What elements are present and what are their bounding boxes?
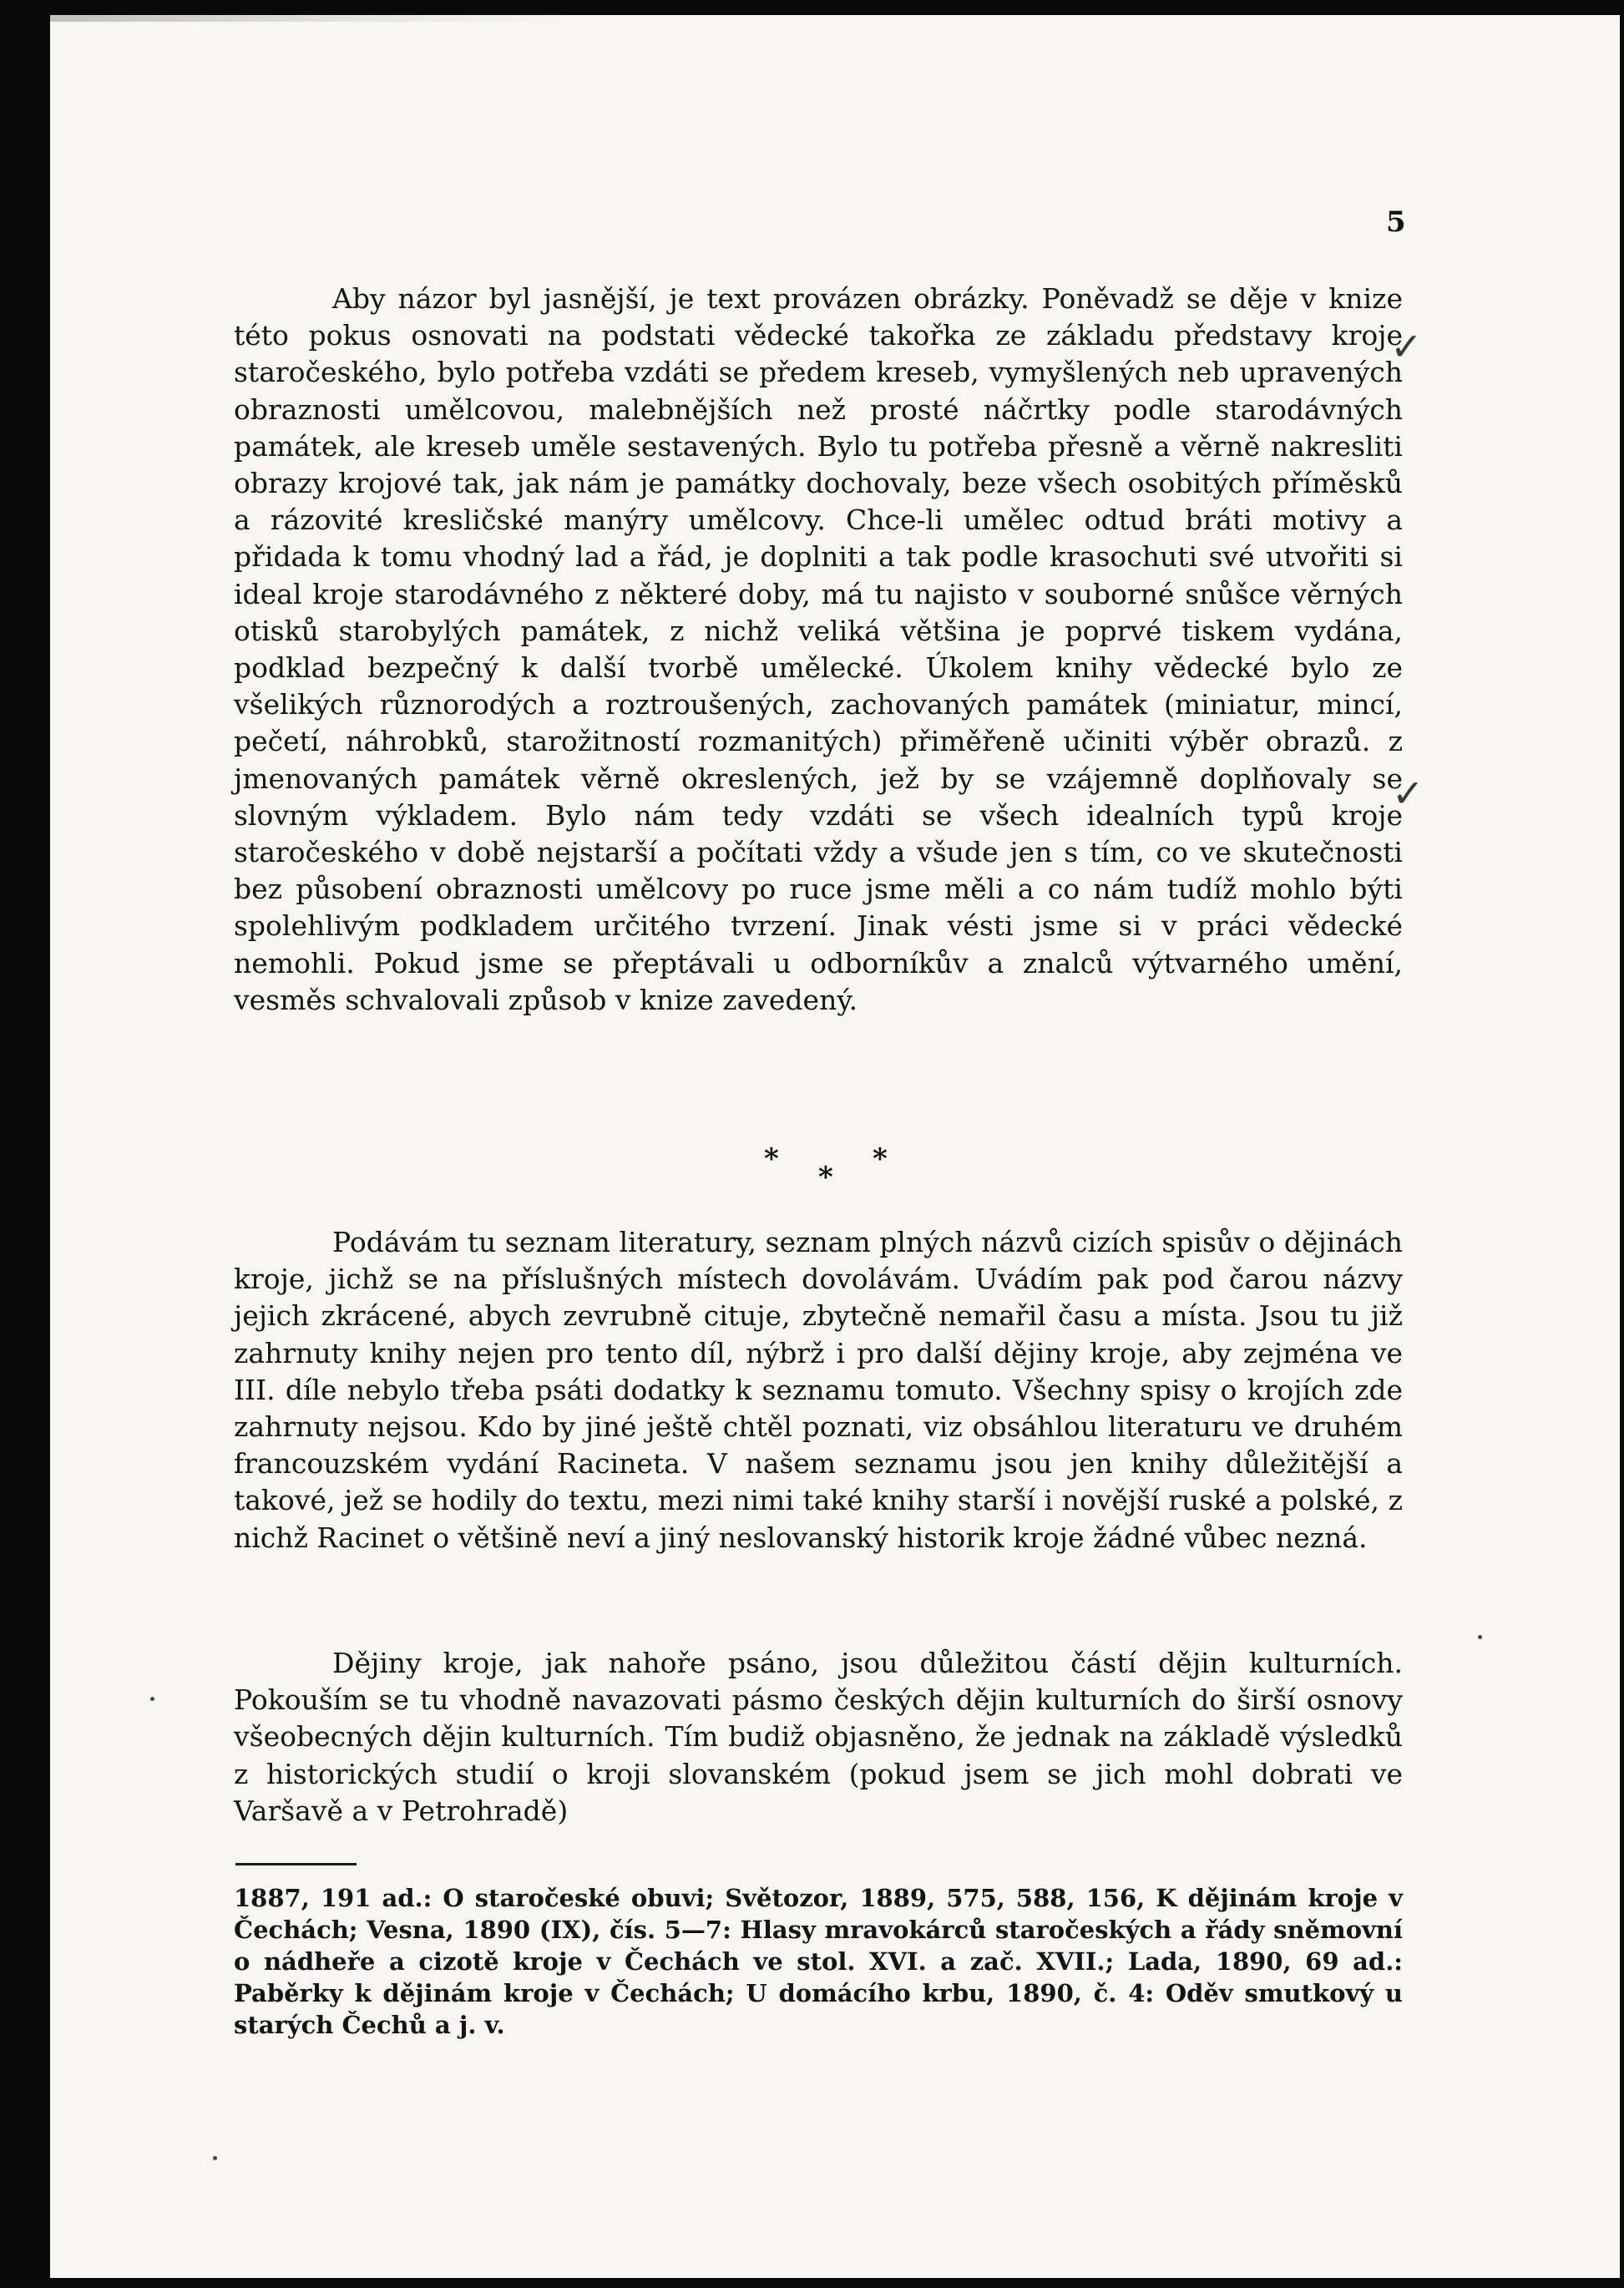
scan-speck (213, 2156, 217, 2160)
checkmark-icon: ✓ (1392, 771, 1424, 816)
paragraph-history: Dějiny kroje, jak nahoře psáno, jsou důležitou částí dějin kulturních. Pokouším se tu vhodně navazovati pásmo českých dějin kulturních do širší osnovy všeobecných dějin kulturních. Tím budiž objasněno, že jednak na základě výsledků z historických studií o kroji slovanském (pokud jsem se jich mohl dobrati ve Varšavě a v Petrohradě) (234, 1647, 1403, 1827)
scan-speck (150, 1697, 154, 1701)
paragraph-bibliography: Podávám tu seznam literatury, seznam plných názvů cizích spisův o dějinách kroje, jichž se na příslušných místech dovolávám. Uvádím pak pod čarou názvy jejich zkrácené, abych zevrubně cituje, zbytečně nemařil času a místa. Jsou tu již zahrnuty knihy nejen pro tento díl, nýbrž i pro další dějiny kroje, aby zejména ve III. díle nebylo třeba psáti dodatky k seznamu tomuto. Všechny spisy o krojích zde zahrnuty nejsou. Kdo by jiné ještě chtěl poznati, viz obsáhlou literaturu ve druhém francouzském vydání Racineta. V našem seznamu jsou jen knihy důležitější a takové, jež se hodily do textu, mezi nimi také knihy starší i novější ruské a polské, z nichž Racinet o většině neví a jiný neslovanský historik kroje žádné vůbec nezná. (234, 1226, 1403, 1554)
asterisk-left: * (764, 1142, 779, 1176)
asterisk-middle: * (818, 1161, 833, 1194)
checkmark-icon: ✓ (1390, 324, 1423, 369)
paragraph-illustrations: Aby názor byl jasnější, je text provázen obrázky. Poněvadž se děje v knize této pokus osnovati na podstati vědecké takořka ze základu představy kroje staročeského, bylo potřeba vzdáti se předem kreseb, vymyšlených neb upravených obraznosti umělcovou, malebnějších než prosté náčrtky podle starodávných památek, ale kreseb uměle sestavených. Bylo tu potřeba přesně a věrně nakresliti obrazy krojové tak, jak nám je památky dochovaly, beze všech osobitých příměsků a rázovité kresličské manýry umělcovy. Chce-li umělec odtud bráti motivy a přidada k tomu vhodný lad a řád, je doplniti a tak podle krasochuti své utvořiti si ideal kroje starodávného z některé doby, má tu najisto v souborné snůšce věrných otisků starobylých památek, z nichž veliká většina je poprvé tiskem vydána, podklad bezpečný k další tvorbě umělecké. Úkolem knihy vědecké bylo ze všelikých různorodých a roztroušených, zachovaných památek (miniatur, mincí, pečetí, náhrobků, starožitností rozmanitých) přiměřeně učiniti výběr obrazů. z jmenovaných památek věrně okreslených, jež by se vzájemně doplňovaly se slovným výkladem. Bylo nám tedy vzdáti se všech idealních typů kroje staročeského v době nejstarší a počítati vždy a všude jen s tím, co ve skutečnosti bez působení obraznosti umělcovy po ruce jsme měli a co nám tudíž mohlo býti spolehlivým podkladem určitého tvrzení. Jinak vésti jsme si v práci vědecké nemohli. Pokud jsme se přeptávali u odborníkův a znalců výtvarného umění, vesměs schvalovali způsob v knize zavedený. (234, 282, 1403, 1016)
section-divider (718, 1142, 935, 1201)
footnote-rule (235, 1863, 357, 1865)
footnote: 1887, 191 ad.: O staročeské obuvi; Světozor, 1889, 575, 588, 156, K dějinám kroje v Čechách; Vesna, 1890 (IX), čís. 5—7: Hlasy mravokárců staročeských a řády sněmovní o nádheře a cizotě kroje v Čechách ve stol. XVI. a zač. XVII.; Lada, 1890, 69 ad.: Paběrky k dějinám kroje v Čechách; U domácího krbu, 1890, č. 4: Oděv smutkový u starých Čechů a j. v. (234, 1884, 1403, 2039)
scan-edge (50, 15, 568, 22)
scan-speck (1478, 1635, 1482, 1639)
page-number: 5 (1386, 205, 1406, 239)
scanned-page (50, 15, 1620, 2278)
asterisk-right: * (873, 1142, 888, 1176)
